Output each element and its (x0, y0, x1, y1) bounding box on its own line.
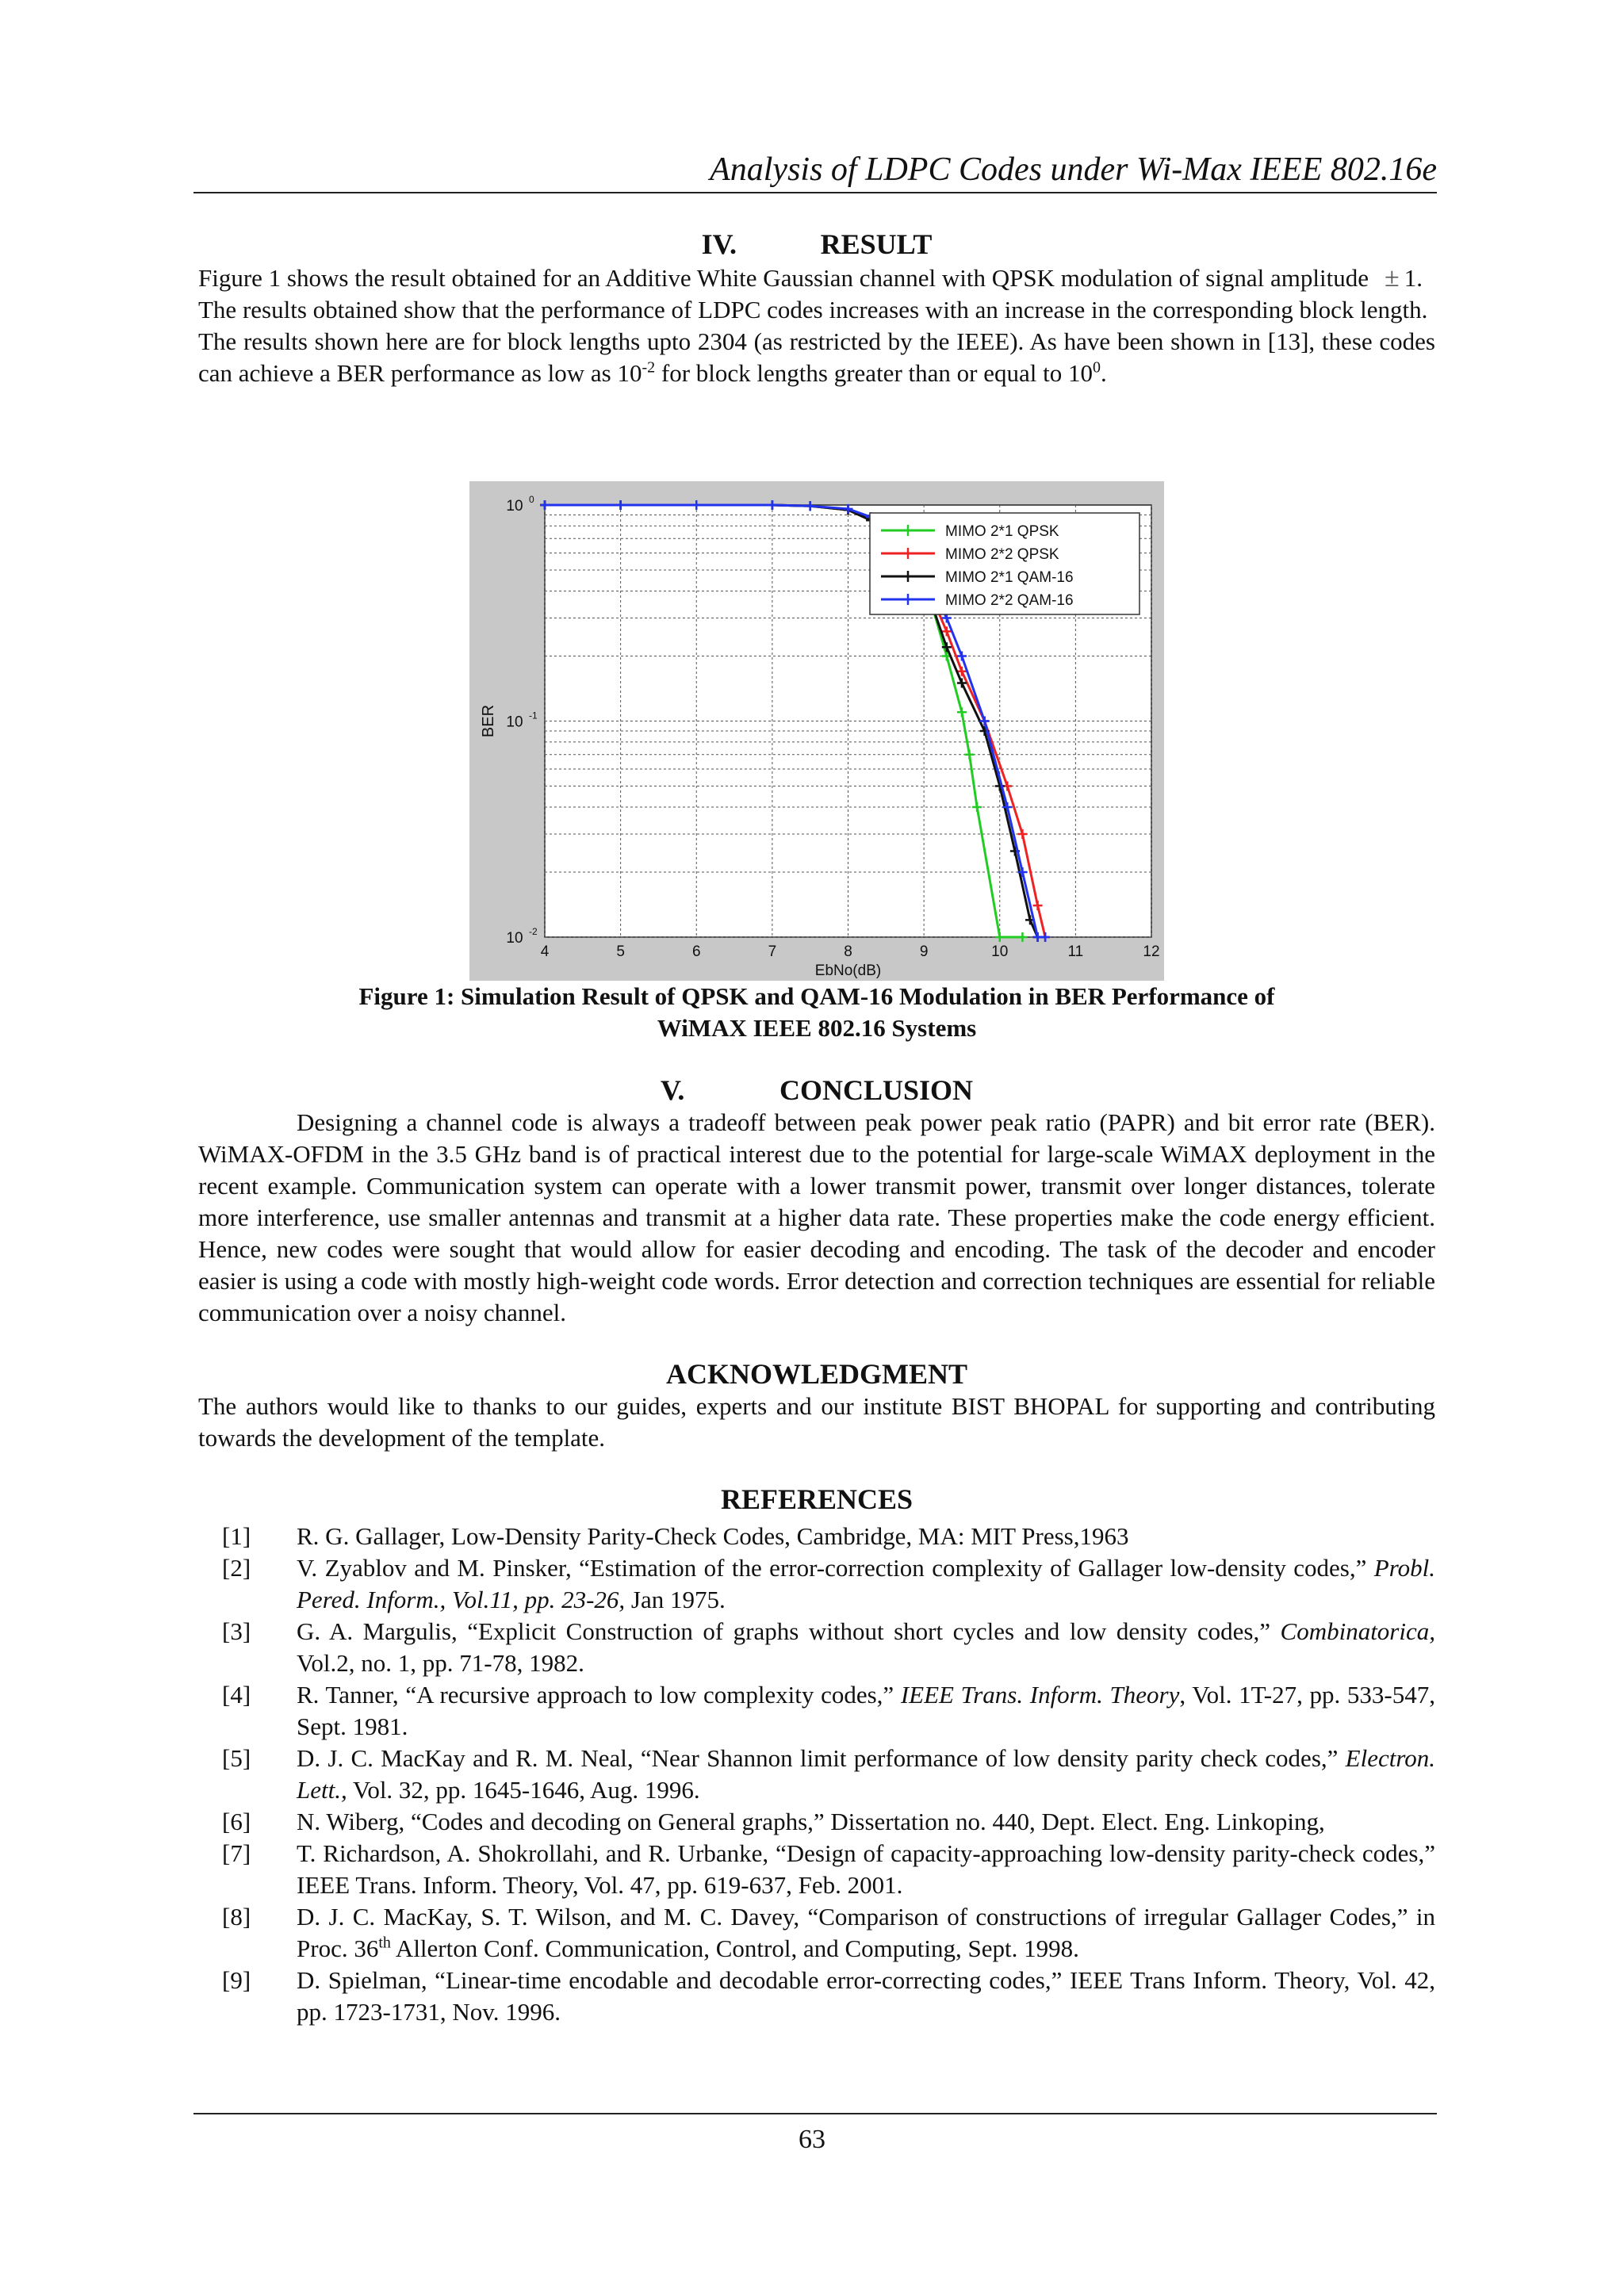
reference-superscript: th (378, 1934, 391, 1952)
result-para-3 (198, 326, 1435, 389)
reference-item (198, 1965, 1435, 2028)
reference-venue: Probl. Pered. Inform., Vol.11, pp. 23-26, (297, 1554, 1435, 1613)
reference-number: [9] (222, 1966, 251, 1994)
reference-item (198, 1743, 1435, 1806)
reference-number: [6] (222, 1808, 251, 1835)
result-para-1-text: Figure 1 shows the result obtained for an Additive White Gaussian channel with QPSK modulation of signal amplitude (198, 264, 1369, 292)
reference-text-main: T. Richardson, A. Shokrollahi, and R. Urbanke, “Design of capacity-approaching low-density parity-check codes,” IEEE Trans. Inform. Theory, Vol. 47, pp. 619-637, Feb. 2001. (297, 1839, 1435, 1899)
y-tick-label: 10 (506, 930, 523, 947)
reference-number: [2] (222, 1554, 251, 1582)
conclusion-heading-number: V. (660, 1074, 685, 1106)
x-tick-label: 7 (768, 943, 777, 960)
reference-text-tail: Vol. 32, pp. 1645-1646, Aug. 1996. (347, 1776, 700, 1804)
result-para-1-end: 1. (1404, 264, 1423, 292)
acknowledgment-para: The authors would like to thanks to our guides, experts and our institute BIST BHOPAL for supporting and contributing towards the development of the template. (198, 1392, 1435, 1452)
figure-caption-line-1: Figure 1: Simulation Result of QPSK and QAM-16 Modulation in BER Performance of (358, 982, 1275, 1010)
legend-label: MIMO 2*1 QPSK (945, 523, 1059, 540)
page-number: 63 (799, 2125, 825, 2154)
y-tick-exponent: 0 (529, 494, 534, 505)
result-heading (198, 228, 1435, 261)
running-header: Analysis of LDPC Codes under Wi-Max IEEE 802.16e (710, 151, 1437, 188)
x-tick-label: 4 (540, 943, 550, 960)
reference-text (297, 1901, 1435, 1965)
result-para-2: The results obtained show that the performance of LDPC codes increases with an increase in the corresponding block length. (198, 296, 1428, 323)
y-axis-label: BER (480, 704, 497, 738)
reference-number: [1] (222, 1522, 251, 1550)
conclusion-heading (198, 1073, 1435, 1107)
reference-text (297, 1743, 1435, 1806)
conclusion-para: Designing a channel code is always a tradeoff between peak power peak ratio (PAPR) and bit error rate (BER). WiMAX-OFDM in the 3.5 GHz band is of practical interest due to the potential for large-scale WiMAX deployment in the recent example. Communication system can operate with a lower transmit power, transmit over longer distances, tolerate more interference, use smaller antennas and transmit at a higher data rate. These properties make the code energy efficient. Hence, new codes were sought that would allow for easier decoding and encoding. The task of the decoder and encoder easier is using a code with mostly high-weight code words. Error detection and correction techniques are essential for reliable communication over a noisy channel. (198, 1108, 1435, 1326)
reference-text (297, 1838, 1435, 1901)
result-body (198, 262, 1435, 389)
reference-text-main: N. Wiberg, “Codes and decoding on General graphs,” Dissertation no. 440, Dept. Elect. Eng. Linkoping, (297, 1808, 1325, 1835)
legend-label: MIMO 2*2 QAM-16 (945, 592, 1074, 609)
result-para-3-end: . (1100, 359, 1107, 387)
reference-text-tail: Allerton Conf. Communication, Control, and Computing, Sept. 1998. (390, 1934, 1079, 1962)
header-rule (193, 192, 1437, 193)
footer-rule (193, 2113, 1437, 2114)
conclusion-heading-title: CONCLUSION (779, 1074, 974, 1106)
figure-1 (469, 481, 1164, 981)
y-tick-label: 10 (506, 498, 523, 515)
reference-venue: Combinatorica, (1280, 1617, 1435, 1645)
reference-number: [8] (222, 1903, 251, 1931)
result-para-3-mid: for block lengths greater than or equal to 10 (655, 359, 1093, 387)
reference-text-main: D. J. C. MacKay, S. T. Wilson, and M. C. Davey, “Comparison of constructions of irregular Gallager Codes,” in Proc. 36 (297, 1903, 1435, 1962)
figure-caption-line-2: WiMAX IEEE 802.16 Systems (657, 1014, 977, 1042)
x-tick-label: 6 (691, 943, 701, 960)
legend-label: MIMO 2*1 QAM-16 (945, 569, 1074, 586)
legend-label: MIMO 2*2 QPSK (945, 546, 1059, 563)
reference-text-tail: , Vol. 1T-27, pp. 533-547, Sept. 1981. (297, 1681, 1435, 1740)
reference-number: [4] (222, 1681, 251, 1709)
acknowledgment-body (198, 1391, 1435, 1454)
result-para-3-text: The results shown here are for block lengths upto 2304 (as restricted by the IEEE). As have been shown in [13], these codes can achieve a BER performance as low as 10 (198, 327, 1435, 387)
reference-item (198, 1838, 1435, 1901)
reference-item (198, 1901, 1435, 1965)
ber-chart (469, 481, 1164, 981)
reference-text-main: R. Tanner, “A recursive approach to low complexity codes,” (297, 1681, 901, 1709)
reference-text (297, 1679, 1435, 1743)
reference-venue: IEEE Trans. Inform. Theory (900, 1681, 1180, 1709)
x-tick-label: 8 (844, 943, 852, 960)
x-tick-label: 12 (1143, 943, 1160, 960)
reference-item (198, 1552, 1435, 1616)
x-tick-label: 5 (616, 943, 625, 960)
reference-text-main: D. Spielman, “Linear-time encodable and decodable error-correcting codes,” IEEE Trans Inform. Theory, Vol. 42, pp. 1723-1731, Nov. 1996. (297, 1966, 1435, 2026)
conclusion-body (198, 1107, 1435, 1329)
reference-item (198, 1521, 1435, 1552)
x-tick-label: 11 (1067, 943, 1084, 960)
y-tick-exponent: -2 (529, 926, 538, 937)
reference-number: [5] (222, 1744, 251, 1772)
reference-item (198, 1806, 1435, 1838)
reference-number: [7] (222, 1839, 251, 1867)
reference-text-main: V. Zyablov and M. Pinsker, “Estimation of the error-correction complexity of Gallager low-density codes,” (297, 1554, 1374, 1582)
reference-text (297, 1806, 1435, 1838)
acknowledgment-heading: ACKNOWLEDGMENT (665, 1358, 968, 1390)
figure-caption (198, 981, 1435, 1044)
reference-text (297, 1552, 1435, 1616)
exponent-2: 0 (1092, 358, 1101, 377)
x-axis-label: EbNo(dB) (814, 962, 882, 979)
reference-item (198, 1679, 1435, 1743)
x-tick-label: 10 (991, 943, 1009, 960)
reference-text-tail: Jan 1975. (625, 1586, 726, 1613)
reference-venue: Electron. Lett., (297, 1744, 1435, 1804)
result-heading-title: RESULT (820, 228, 933, 260)
reference-text-main: G. A. Margulis, “Explicit Construction of graphs without short cycles and low density codes,” (297, 1617, 1281, 1645)
reference-text-main: D. J. C. MacKay and R. M. Neal, “Near Shannon limit performance of low density parity check codes,” (297, 1744, 1346, 1772)
reference-text (297, 1965, 1435, 2028)
y-tick-exponent: -1 (529, 710, 538, 721)
reference-item (198, 1616, 1435, 1679)
reference-text-main: R. G. Gallager, Low-Density Parity-Check Codes, Cambridge, MA: MIT Press,1963 (297, 1522, 1129, 1550)
reference-text-tail: Vol.2, no. 1, pp. 71-78, 1982. (297, 1649, 584, 1677)
references-heading: REFERENCES (720, 1483, 914, 1515)
x-tick-label: 9 (919, 943, 929, 960)
y-tick-label: 10 (506, 714, 523, 731)
result-para-1 (198, 262, 1435, 294)
reference-text (297, 1616, 1435, 1679)
reference-text (297, 1521, 1435, 1552)
result-heading-number: IV. (701, 228, 737, 260)
plus-minus-symbol: ± (1385, 263, 1400, 293)
exponent-1: -2 (642, 358, 656, 377)
references-list (198, 1521, 1435, 2028)
reference-number: [3] (222, 1617, 251, 1645)
